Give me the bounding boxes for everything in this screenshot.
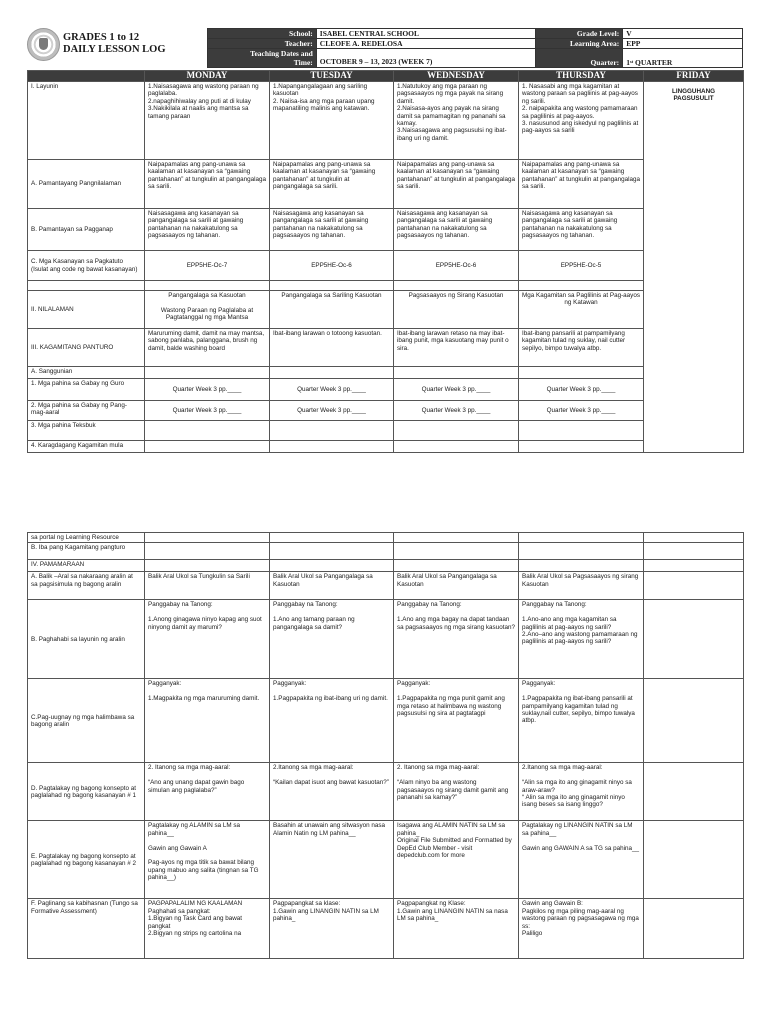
quarter-value: 1ˢᵗ QUARTER <box>623 49 743 68</box>
table-cell: 1. Nasasabi ang mga kagamitan at wastong paraan sa pagliinis at pag-aayos ng sarili. 2. naipapakita ang wastong pamamaraan sa paglilinis at pag-aayos. 3. nasusunod ang iskedyul ng paglilinis at pag-aayos sa sarili <box>519 82 644 160</box>
row-label: F. Paglinang sa kabihasnan (Tungo sa Formative Assessment) <box>28 899 145 959</box>
table-row <box>28 821 744 899</box>
table-cell: Panggabay na Tanong: 1.Ano ang mga bagay na dapat tandaan sa pagsasaayos ng mga sirang kasuotan? <box>394 600 519 679</box>
row-label: D. Pagtalakay ng bagong konsepto at paglalahad ng bagong kasanayan # 1 <box>28 763 145 821</box>
learning-area-value: EPP <box>623 39 743 49</box>
table-cell: Pagtalakay ng LINANGIN NATIN sa LM sa pahina__ Gawin ang GAWAIN A sa TG sa pahina__ <box>519 821 644 899</box>
table-cell <box>519 533 644 543</box>
table-cell <box>145 543 270 560</box>
table-row <box>28 441 744 453</box>
table-cell: EPP5HE-Oc-6 <box>394 251 519 281</box>
table-cell: Pangangalaga sa Kasuotan Wastong Paraan ng Paglalaba at Pagtatanggal ng mga Mantsa <box>145 291 270 329</box>
table-row <box>28 421 744 441</box>
title-line-2: DAILY LESSON LOG <box>63 44 166 55</box>
table-cell: 2.Itanong sa mga mag-aaral: “Kailan dapat isuot ang bawat kasuotan?” <box>270 763 394 821</box>
table-cell: Panggabay na Tanong: 1.Ano-ano ang mga kagamitan sa paglilinis at pag-aayos ng sarili? 2.Ano–ano ang wastong pamamaraan ng paglilinis at pag-aayos ng sarili? <box>519 600 644 679</box>
table-cell <box>519 421 644 441</box>
table-cell: Naipapamalas ang pang-unawa sa kaalaman at kasanayan sa “gawaing pantahanan” at tungkulin at pangangalaga sa sarili. <box>394 160 519 209</box>
row-label: E. Pagtalakay ng bagong konsepto at paglalahad ng bagong kasanayan # 2 <box>28 821 145 899</box>
table-cell: Quarter Week 3 pp.____ <box>270 401 394 421</box>
day-header-wednesday: WEDNESDAY <box>394 71 519 82</box>
table-cell <box>270 543 394 560</box>
row-label: 4. Karagdagang Kagamitan mula <box>28 441 145 453</box>
table-row <box>28 160 744 209</box>
table-cell <box>270 560 394 572</box>
day-header-thursday: THURSDAY <box>519 71 644 82</box>
table-cell: Quarter Week 3 pp.____ <box>270 379 394 401</box>
school-label: School: <box>208 29 317 39</box>
row-label: 3. Mga pahina Teksbuk <box>28 421 145 441</box>
table-cell <box>394 421 519 441</box>
table-cell: 2.Itanong sa mga mag-aaral: “Alin sa mga ito ang ginagamit ninyo sa araw-araw? “ Alin sa mga ito ang ginagamit ninyo isang beses sa isang linggo? <box>519 763 644 821</box>
table-cell <box>394 367 519 379</box>
table-cell: Quarter Week 3 pp.____ <box>394 379 519 401</box>
table-cell: Balik Aral Ukol sa Pangangalaga sa Kasuotan <box>270 572 394 600</box>
table-cell <box>270 533 394 543</box>
table-cell: EPP5HE-Oc-6 <box>270 251 394 281</box>
table-cell: Ibat-ibang larawan retaso na may ibat-ibang punit, mga kasuotang may punit o sira. <box>394 329 519 367</box>
table-cell: Naisasagawa ang kasanayan sa pangangalaga sa sarili at gawaing pantahanan na nakakatulong sa pagsasaayos ng tahanan. <box>145 209 270 251</box>
table-cell <box>145 441 270 453</box>
table-cell: EPP5HE-Oc-5 <box>519 251 644 281</box>
lesson-log-page-2 <box>27 532 743 959</box>
row-label: A. Sanggunian <box>28 367 145 379</box>
table-row <box>28 560 744 572</box>
table-cell: Naipapamalas ang pang-unawa sa kaalaman at kasanayan sa “gawaing pantahanan” at tungkulin at pangangalaga sa sarili. <box>519 160 644 209</box>
table-cell: Naisasagawa ang kasanayan sa pangangalaga sa sarili at gawaing pantahanan na nakakatulong sa pagsasaayos ng tahanan. <box>519 209 644 251</box>
table-cell: Balik Aral Ukol sa Pangangalaga sa Kasuotan <box>394 572 519 600</box>
teaching-dates-value: OCTOBER 9 – 13, 2023 (WEEK 7) <box>316 49 536 68</box>
row-label: III. KAGAMITANG PANTURO <box>28 329 145 367</box>
lesson-log-page-1 <box>27 28 743 453</box>
row-label: C.Pag-uugnay ng mga halimbawa sa bagong aralin <box>28 679 145 763</box>
table-cell <box>394 560 519 572</box>
table-cell <box>394 533 519 543</box>
table-cell <box>644 899 744 959</box>
table-cell <box>644 560 744 572</box>
table-row <box>28 600 744 679</box>
table-cell: Maruruming damit, damit na may mantsa, sabong panlaba, palanggana, brush ng damit, balde washing board <box>145 329 270 367</box>
table-cell: Balik Aral Ukol sa Tungkulin sa Sarili <box>145 572 270 600</box>
table-cell: 1.Naisasagawa ang wastong paraan ng paglalaba. 2.napaghihiwalay ang puti at di kulay 3.Nakikilala at naalis ang mantsa sa tamang paraan <box>145 82 270 160</box>
table-cell: Pagganyak: 1.Pagpapakita ng mga punit gamit ang mga retaso at halimbawa ng wastong pagsusulsi ng sira at pagtatagpi <box>394 679 519 763</box>
table-cell: Panggabay na Tanong: 1.Anong ginagawa ninyo kapag ang suot ninyong damit ay marumi? <box>145 600 270 679</box>
table-cell: Quarter Week 3 pp.____ <box>519 379 644 401</box>
table-cell: Quarter Week 3 pp.____ <box>145 379 270 401</box>
table-cell <box>644 763 744 821</box>
table-cell: PAGPAPALALIM NG KAALAMAN Paghahati sa pangkat: 1.Bigyan ng Task Card ang bawat pangkat 2.Bigyan ng strips ng cartolina na <box>145 899 270 959</box>
table-cell: Pangangalaga sa Sariling Kasuotan <box>270 291 394 329</box>
table-row <box>28 899 744 959</box>
table-cell: Pagsasaayos ng Sirang Kasuotan <box>394 291 519 329</box>
row-label: A. Balik –Aral sa nakaraang aralin at sa pagsisimula ng bagong aralin <box>28 572 145 600</box>
table-cell: 1.Natutukoy ang mga paraan ng pagsasaayos ng mga payak na sirang damit. 2.Naisasa-ayos ang payak na sirang damit sa pamamagitan ng pananahi sa kamay. 3.Naisasagawa ang pagsusulsi ng ibat-ibang uri ng damit. <box>394 82 519 160</box>
table-cell: Naipapamalas ang pang-unawa sa kaalaman at kasanayan sa “gawaing pantahanan” at tungkulin at pangangalaga sa sarili. <box>145 160 270 209</box>
table-cell <box>145 560 270 572</box>
table-cell: EPP5HE-Oc-7 <box>145 251 270 281</box>
table-cell <box>145 533 270 543</box>
table-row <box>28 763 744 821</box>
table-cell: Naisasagawa ang kasanayan sa pangangalaga sa sarili at gawaing pantahanan na nakakatulong sa pagsasaayos ng tahanan. <box>270 209 394 251</box>
row-label: B. Iba pang Kagamitang pangturo <box>28 543 145 560</box>
row-label: 1. Mga pahina sa Gabay ng Guro <box>28 379 145 401</box>
table-row <box>28 543 744 560</box>
table-cell <box>145 281 270 291</box>
table-cell <box>519 543 644 560</box>
table-cell: Panggabay na Tanong: 1.Ano ang tamang paraan ng pangangalaga sa damit? <box>270 600 394 679</box>
table-row <box>28 572 744 600</box>
grade-level-value: V <box>623 29 743 39</box>
table-cell: Basahin at unawain ang sitwasyon nasa Alamin Natin ng LM pahina__ <box>270 821 394 899</box>
day-header-monday: MONDAY <box>145 71 270 82</box>
table-cell: 1.Napangangalagaan ang sariling kasuotan 2. Naiisa-isa ang mga paraan upang mapanatiling malinis ang katawan. <box>270 82 394 160</box>
table-cell <box>270 367 394 379</box>
row-label: IV. PAMAMARAAN <box>28 560 145 572</box>
day-header-tuesday: TUESDAY <box>270 71 394 82</box>
row-label: A. Pamantayang Pangnilalaman <box>28 160 145 209</box>
table-cell: Quarter Week 3 pp.____ <box>519 401 644 421</box>
row-label: I. Layunin <box>28 82 145 160</box>
table-cell <box>270 421 394 441</box>
table-cell: Ibat-ibang pansarili at pampamilyang kagamitan tulad ng suklay, nail cutter sepilyo, bimpo tuwalya atbp. <box>519 329 644 367</box>
table-cell: Pagganyak: 1.Pagpapakita ng ibat-ibang uri ng damit. <box>270 679 394 763</box>
day-header-friday: FRIDAY <box>644 71 744 82</box>
table-row <box>28 379 744 401</box>
corner-cell <box>28 71 145 82</box>
table-row <box>28 82 744 160</box>
table-cell <box>644 572 744 600</box>
school-value: ISABEL CENTRAL SCHOOL <box>316 29 536 39</box>
table-cell <box>644 600 744 679</box>
table-row <box>28 533 744 543</box>
table-cell: Pagganyak: 1.Magpakita ng mga maruruming damit. <box>145 679 270 763</box>
table-cell <box>644 533 744 543</box>
table-cell <box>270 441 394 453</box>
table-cell <box>394 543 519 560</box>
table-cell <box>519 281 644 291</box>
teaching-dates-label <box>208 49 317 68</box>
table-cell <box>394 441 519 453</box>
log-header <box>27 28 743 70</box>
table-cell <box>519 441 644 453</box>
title-line-1: GRADES 1 to 12 <box>63 32 140 43</box>
table-cell <box>270 281 394 291</box>
quarter-label: Quarter: <box>536 49 623 68</box>
table-cell <box>145 367 270 379</box>
header-info-grid <box>207 28 743 68</box>
table-cell <box>519 367 644 379</box>
row-label: 2. Mga pahina sa Gabay ng Pang-mag-aaral <box>28 401 145 421</box>
log-title <box>63 32 166 56</box>
table-cell <box>394 281 519 291</box>
table-row <box>28 209 744 251</box>
teaching-dates-label-1: Teaching Dates and <box>250 49 313 58</box>
table-cell: Mga Kagamitan sa Paglilinis at Pag-aayos ng Katawan <box>519 291 644 329</box>
lesson-log-table-1 <box>27 70 744 453</box>
table-cell: Isagawa ang ALAMIN NATIN sa LM sa pahina_ Original File Submitted and Formatted by DepEd Club Member - visit depedclub.com for more <box>394 821 519 899</box>
friday-note: LINGGUHANG PAGSUSULIT <box>644 82 744 453</box>
row-label <box>28 281 145 291</box>
table-cell <box>644 543 744 560</box>
table-cell: 2. Itanong sa mga mag-aaral: “Ano ang unang dapat gawin bago simulan ang paglalaba?” <box>145 763 270 821</box>
table-cell <box>644 821 744 899</box>
table-cell: Pagpapangkat ng Klase: 1.Gawin ang LINANGIN NATIN sa nasa LM sa pahina_ <box>394 899 519 959</box>
teaching-dates-label-2: Time: <box>293 58 313 67</box>
table-row <box>28 251 744 281</box>
table-cell: 2. Itanong sa mga mag-aaral: “Alam ninyo ba ang wastong pagsasaayos ng sirang damit gamit ang pananahi sa kamay?” <box>394 763 519 821</box>
table-cell: Pagtalakay ng ALAMIN sa LM sa pahina__ Gawin ang Gawain A Pag-ayos ng mga titik sa bawat bilang upang mabuo ang salita (tingnan sa TG pahina__) <box>145 821 270 899</box>
teacher-value: CLEOFE A. REDELOSA <box>316 39 536 49</box>
day-header-row <box>28 71 744 82</box>
table-row <box>28 291 744 329</box>
table-cell: Ibat-ibang larawan o totoong kasuotan. <box>270 329 394 367</box>
table-cell: Naisasagawa ang kasanayan sa pangangalaga sa sarili at gawaing pantahanan na nakakatulong sa pagsasaayos ng tahanan. <box>394 209 519 251</box>
table-cell: Pagganyak: 1.Pagpapakita ng ibat-ibang pansarili at pampamilyang kagamitan tulad ng suklay,nail cutter, sepilyo, bimpo tuwalya atbp. <box>519 679 644 763</box>
table-cell: Quarter Week 3 pp.____ <box>145 401 270 421</box>
teacher-label: Teacher: <box>208 39 317 49</box>
row-label: sa portal ng Learning Resource <box>28 533 145 543</box>
table-row <box>28 401 744 421</box>
table-cell: Quarter Week 3 pp.____ <box>394 401 519 421</box>
table-cell <box>145 421 270 441</box>
grade-level-label: Grade Level: <box>536 29 623 39</box>
row-label: II. NILALAMAN <box>28 291 145 329</box>
table-cell: Balik Aral Ukol sa Pagsasaayos ng sirang Kasuotan <box>519 572 644 600</box>
table-row <box>28 281 744 291</box>
table-row <box>28 679 744 763</box>
table-cell <box>644 679 744 763</box>
learning-area-label: Learning Area: <box>536 39 623 49</box>
table-cell: Gawin ang Gawain B: Pagkilos ng mga piling mag-aaral ng wastong paraan ng pagsasagawa ng mga ss: Paliligo <box>519 899 644 959</box>
table-cell: Pagpapangkat sa klase: 1.Gawin ang LINANGIN NATIN sa LM pahina_ <box>270 899 394 959</box>
lesson-log-table-2 <box>27 532 744 959</box>
row-label: C. Mga Kasanayan sa Pagkatuto (Isulat ang code ng bawat kasanayan) <box>28 251 145 281</box>
deped-seal-icon <box>27 28 60 61</box>
table-row <box>28 329 744 367</box>
table-cell <box>519 560 644 572</box>
row-label: B. Pamantayan sa Pagganap <box>28 209 145 251</box>
table-cell: Naipapamalas ang pang-unawa sa kaalaman at kasanayan sa “gawaing pantahanan” at tungkulin at pangangalaga sa sarili. <box>270 160 394 209</box>
table-row <box>28 367 744 379</box>
row-label: B. Paghahabi sa layunin ng aralin <box>28 600 145 679</box>
